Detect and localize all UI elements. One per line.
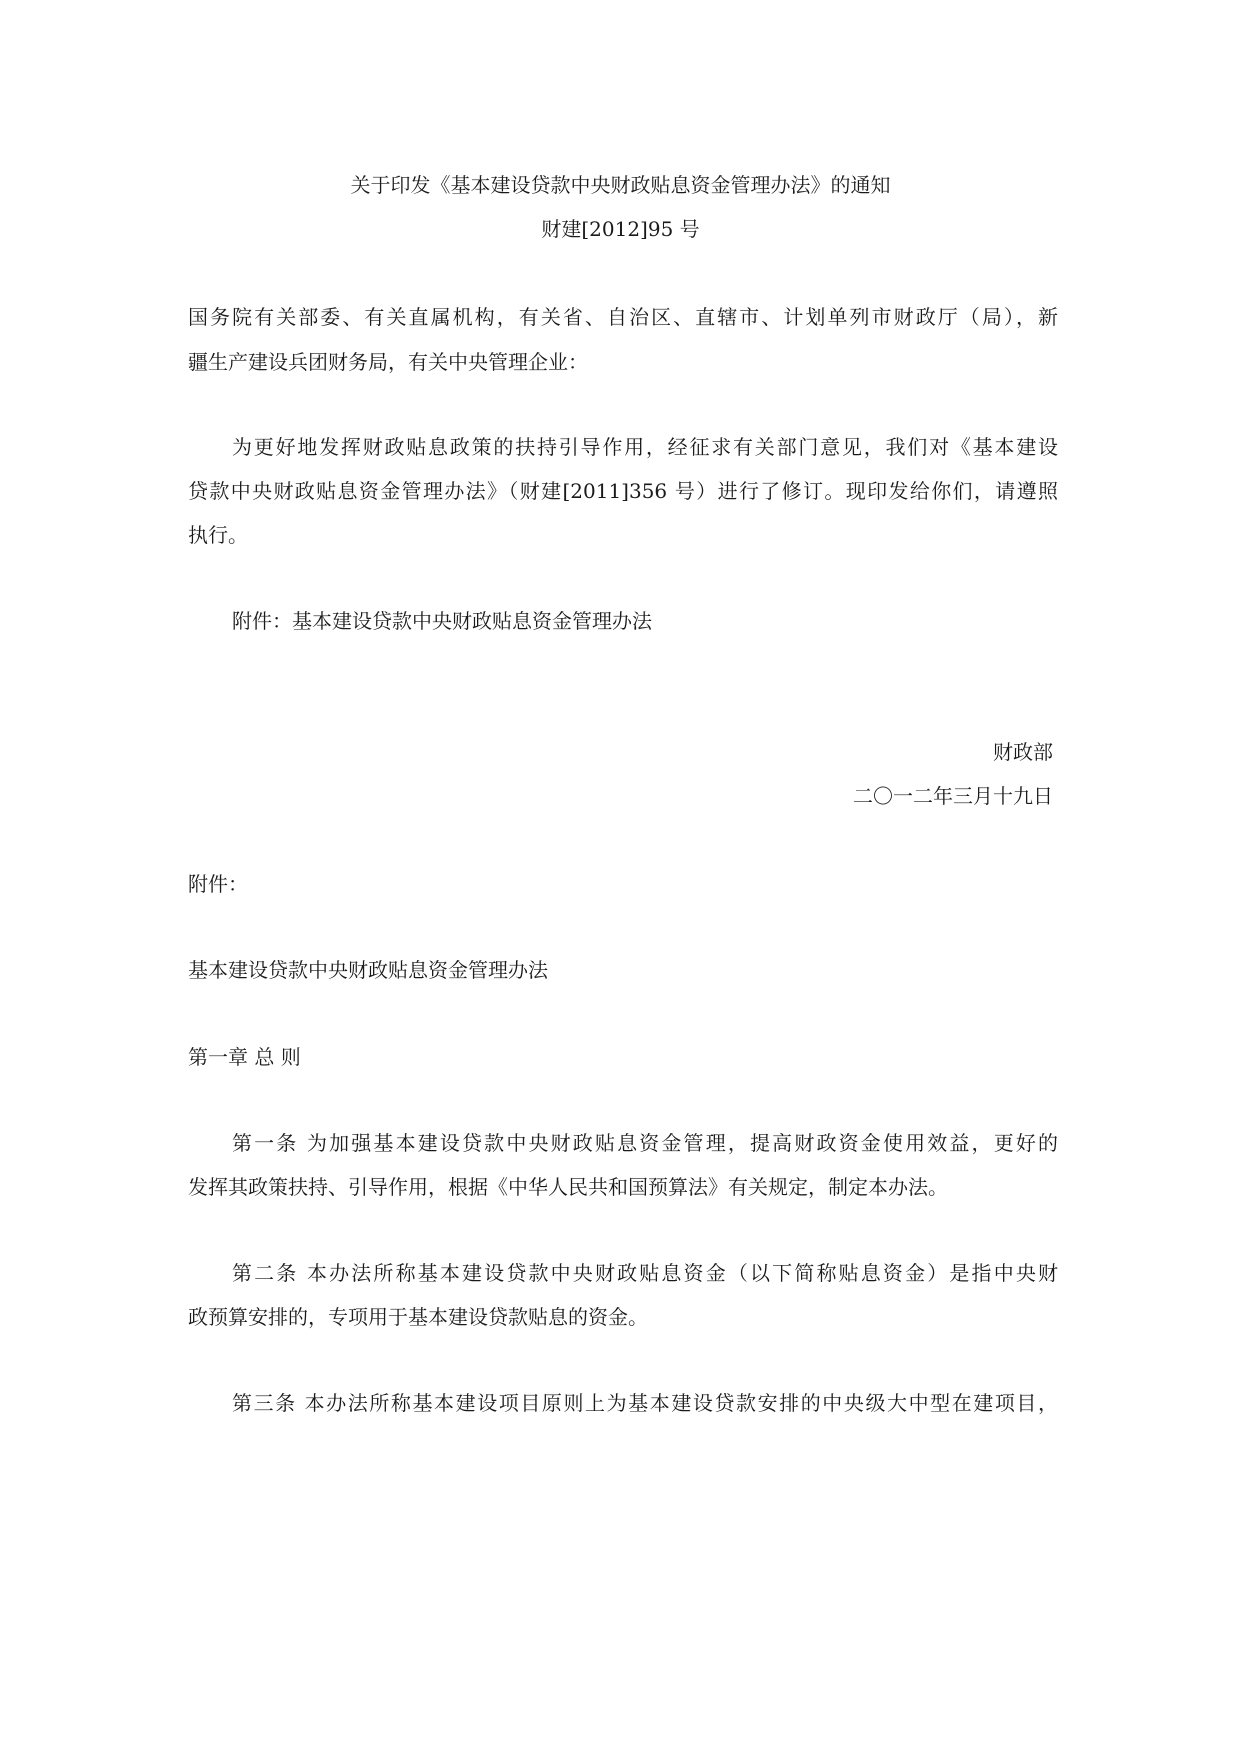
attachment-label: 附件： (188, 872, 248, 896)
addressee-line-1: 国务院有关部委、有关直属机构，有关省、自治区、直辖市、计划单列市财政厅（局），新 (188, 305, 1058, 329)
article-2-line-1: 第二条 本办法所称基本建设贷款中央财政贴息资金（以下简称贴息资金）是指中央财 (232, 1261, 1058, 1285)
signature-date: 二〇一二年三月十九日 (853, 784, 1053, 808)
attachment-note: 附件：基本建设贷款中央财政贴息资金管理办法 (232, 609, 652, 633)
body-paragraph-line-1: 为更好地发挥财政贴息政策的扶持引导作用，经征求有关部门意见，我们对《基本建设 (232, 435, 1058, 459)
body-paragraph-line-3: 执行。 (188, 523, 248, 547)
chapter-heading: 第一章 总 则 (188, 1045, 301, 1069)
article-1-line-2: 发挥其政策扶持、引导作用，根据《中华人民共和国预算法》有关规定，制定本办法。 (188, 1175, 948, 1199)
addressee-line-2: 疆生产建设兵团财务局，有关中央管理企业： (188, 350, 588, 374)
document-title: 关于印发《基本建设贷款中央财政贴息资金管理办法》的通知 (350, 173, 891, 197)
signature-org: 财政部 (993, 740, 1053, 764)
article-1-line-1: 第一条 为加强基本建设贷款中央财政贴息资金管理，提高财政资金使用效益，更好的 (232, 1131, 1058, 1155)
document-number: 财建[2012]95 号 (541, 217, 700, 241)
article-2-line-2: 政预算安排的，专项用于基本建设贷款贴息的资金。 (188, 1305, 648, 1329)
article-3-line-1: 第三条 本办法所称基本建设项目原则上为基本建设贷款安排的中央级大中型在建项目， (232, 1391, 1058, 1415)
body-paragraph-line-2: 贷款中央财政贴息资金管理办法》（财建[2011]356 号）进行了修订。现印发给你们，请遵照 (188, 479, 1058, 503)
regulation-title: 基本建设贷款中央财政贴息资金管理办法 (188, 958, 548, 982)
